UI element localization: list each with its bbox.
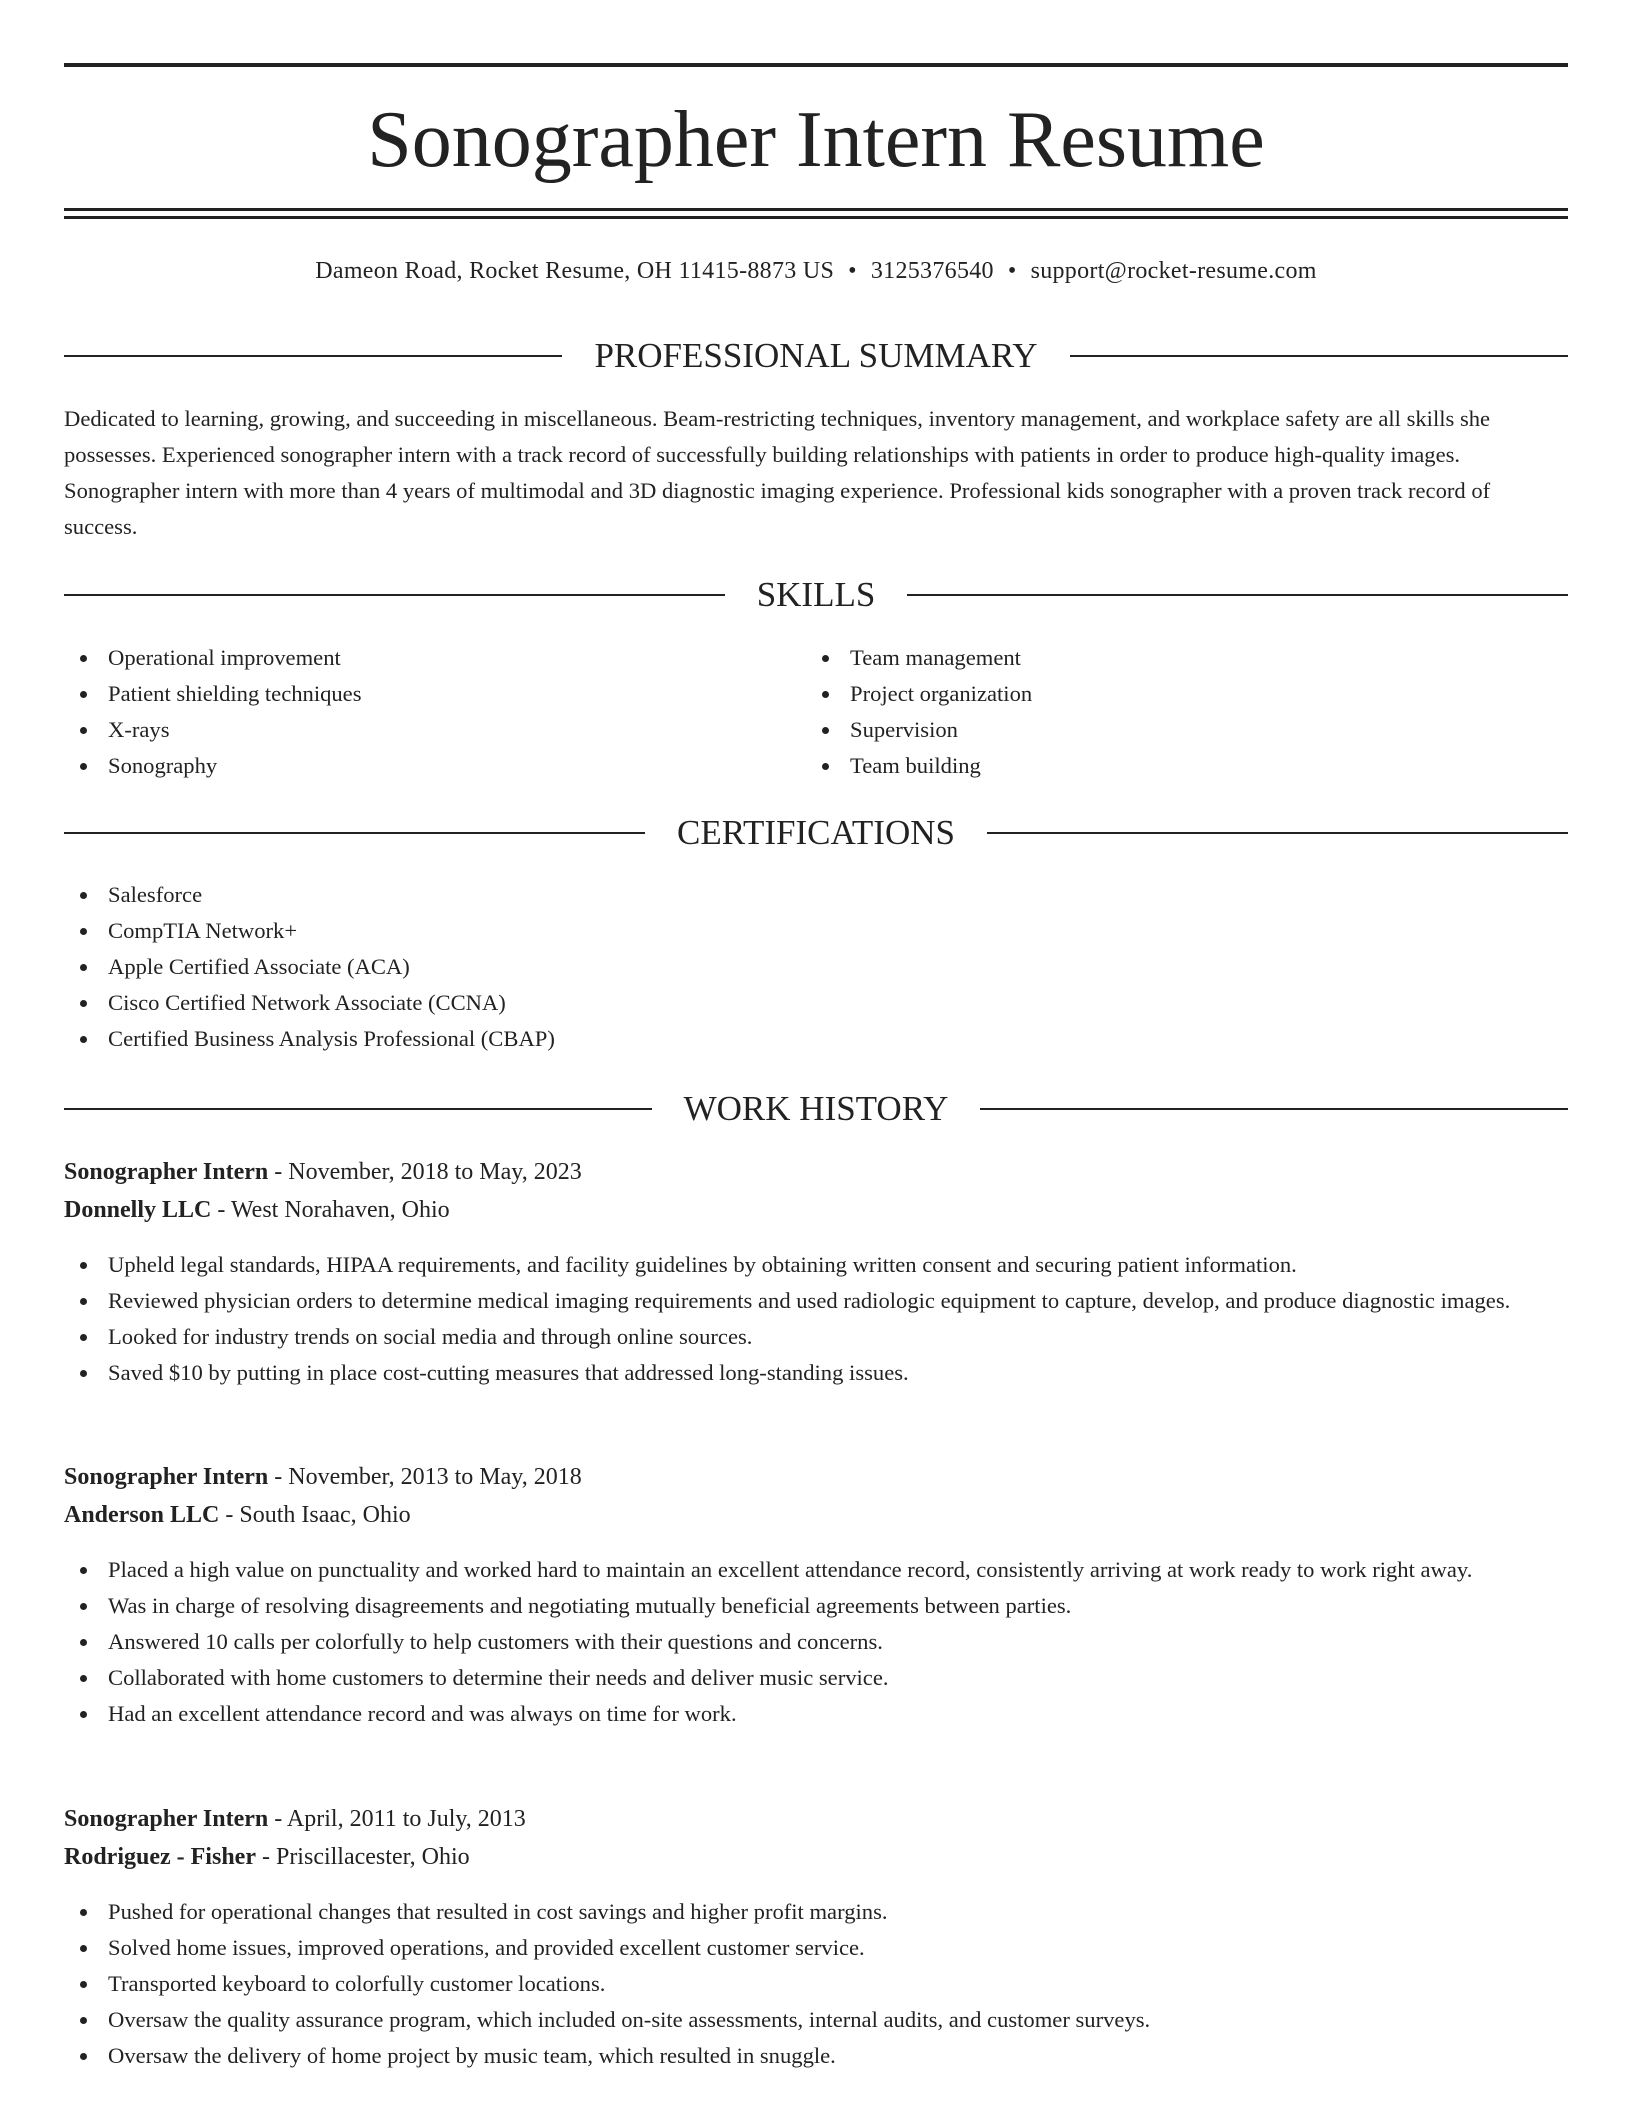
section-heading-skills xyxy=(64,573,1568,617)
heading-rule xyxy=(64,594,725,596)
job-bullet: Answered 10 calls per colorfully to help customers with their questions and concerns. xyxy=(64,1624,1568,1660)
skills-column-right xyxy=(806,640,1546,784)
section-heading-label: WORK HISTORY xyxy=(683,1089,949,1128)
job-title-line xyxy=(64,1153,1568,1191)
heading-rule xyxy=(1070,355,1568,357)
job-entry xyxy=(64,1458,1568,1534)
contact-line xyxy=(64,254,1568,288)
job-bullet: Placed a high value on punctuality and worked hard to maintain an excellent attendance record, consistently arriving at work ready to work right away. xyxy=(64,1552,1568,1588)
skills-column-left xyxy=(64,640,804,784)
job-company: Rodriguez - Fisher xyxy=(64,1844,256,1870)
contact-phone: 3125376540 xyxy=(870,258,994,284)
job-dates: April, 2011 to July, 2013 xyxy=(286,1806,526,1832)
section-heading-certifications xyxy=(64,811,1568,855)
page-title: Sonographer Intern Resume xyxy=(367,96,1265,184)
job-company: Donnelly LLC xyxy=(64,1197,212,1223)
job-bullets xyxy=(64,1552,1568,1732)
job-bullet: Solved home issues, improved operations, and provided excellent customer service. xyxy=(64,1930,1568,1966)
job-company: Anderson LLC xyxy=(64,1502,220,1528)
job-bullet: Transported keyboard to colorfully customer locations. xyxy=(64,1966,1568,2002)
skill-item: Supervision xyxy=(806,712,1546,748)
job-location: West Norahaven, Ohio xyxy=(230,1197,450,1223)
skill-item: Project organization xyxy=(806,676,1546,712)
job-entry xyxy=(64,1800,1568,1876)
heading-rule xyxy=(980,1108,1568,1110)
job-bullet: Was in charge of resolving disagreements and negotiating mutually beneficial agreements between parties. xyxy=(64,1588,1568,1624)
job-separator: - xyxy=(268,1159,289,1185)
skill-item: Team building xyxy=(806,748,1546,784)
heading-rule xyxy=(907,594,1568,596)
job-bullet: Saved $10 by putting in place cost-cutting measures that addressed long-standing issues. xyxy=(64,1355,1568,1391)
skill-item: X-rays xyxy=(64,712,804,748)
contact-separator: • xyxy=(1007,258,1017,284)
job-bullet: Looked for industry trends on social media and through online sources. xyxy=(64,1319,1568,1355)
job-role: Sonographer Intern xyxy=(64,1464,269,1490)
job-company-line xyxy=(64,1191,1568,1229)
job-role: Sonographer Intern xyxy=(64,1159,269,1185)
job-separator: - xyxy=(268,1464,289,1490)
heading-rule xyxy=(64,1108,652,1110)
certification-item: Salesforce xyxy=(64,877,1568,913)
section-heading-summary xyxy=(64,334,1568,378)
job-title-line xyxy=(64,1458,1568,1496)
section-heading-label: SKILLS xyxy=(756,575,876,614)
title-rule-upper xyxy=(64,208,1568,211)
summary-text: Dedicated to learning, growing, and succeeding in miscellaneous. Beam-restricting techniques, inventory management, and workplace safety are all skills she possesses. Experienced sonographer intern with a track record of successfully building relationships with patients in order to produce high-quality images. Sonographer intern with more than 4 years of multimodal and 3D diagnostic imaging experience. Professional kids sonographer with a proven track record of success. xyxy=(64,406,1491,539)
section-heading-label: CERTIFICATIONS xyxy=(677,813,955,852)
job-location: South Isaac, Ohio xyxy=(239,1502,411,1528)
job-separator: - xyxy=(255,1844,276,1870)
job-bullet: Oversaw the quality assurance program, which included on-site assessments, internal audits, and customer surveys. xyxy=(64,2002,1568,2038)
job-company-line xyxy=(64,1496,1568,1534)
job-dates: November, 2018 to May, 2023 xyxy=(288,1159,582,1185)
top-rule xyxy=(64,63,1568,67)
job-location: Priscillacester, Ohio xyxy=(275,1844,470,1870)
job-title-line xyxy=(64,1800,1568,1838)
heading-rule xyxy=(64,355,562,357)
skill-item: Operational improvement xyxy=(64,640,804,676)
contact-email: support@rocket-resume.com xyxy=(1030,258,1317,284)
job-role: Sonographer Intern xyxy=(64,1806,269,1832)
job-bullet: Reviewed physician orders to determine medical imaging requirements and used radiologic equipment to capture, develop, and produce diagnostic images. xyxy=(64,1283,1568,1319)
job-bullet: Had an excellent attendance record and was always on time for work. xyxy=(64,1696,1568,1732)
job-bullet: Collaborated with home customers to determine their needs and deliver music service. xyxy=(64,1660,1568,1696)
title-rule-lower xyxy=(64,216,1568,219)
heading-rule xyxy=(64,832,645,834)
job-bullet: Pushed for operational changes that resulted in cost savings and higher profit margins. xyxy=(64,1894,1568,1930)
skill-item: Team management xyxy=(806,640,1546,676)
certification-item: Cisco Certified Network Associate (CCNA) xyxy=(64,985,1568,1021)
certifications-list xyxy=(64,877,1568,1057)
skill-item: Patient shielding techniques xyxy=(64,676,804,712)
job-separator: - xyxy=(219,1502,240,1528)
heading-rule xyxy=(987,832,1568,834)
section-heading-work-history xyxy=(64,1087,1568,1131)
certification-item: Certified Business Analysis Professional (CBAP) xyxy=(64,1021,1568,1057)
job-bullets xyxy=(64,1894,1568,2074)
job-bullet: Upheld legal standards, HIPAA requirements, and facility guidelines by obtaining written consent and securing patient information. xyxy=(64,1247,1568,1283)
skill-item: Sonography xyxy=(64,748,804,784)
job-bullets xyxy=(64,1247,1568,1391)
section-heading-label: PROFESSIONAL SUMMARY xyxy=(594,336,1038,375)
job-entry xyxy=(64,1153,1568,1229)
job-company-line xyxy=(64,1838,1568,1876)
job-dates: November, 2013 to May, 2018 xyxy=(288,1464,582,1490)
certification-item: Apple Certified Associate (ACA) xyxy=(64,949,1568,985)
job-separator: - xyxy=(268,1806,287,1832)
job-separator: - xyxy=(211,1197,231,1223)
contact-separator: • xyxy=(848,258,857,284)
contact-address: Dameon Road, Rocket Resume, OH 11415-8873 US xyxy=(315,258,835,284)
certification-item: CompTIA Network+ xyxy=(64,913,1568,949)
job-bullet: Oversaw the delivery of home project by music team, which resulted in snuggle. xyxy=(64,2038,1568,2074)
